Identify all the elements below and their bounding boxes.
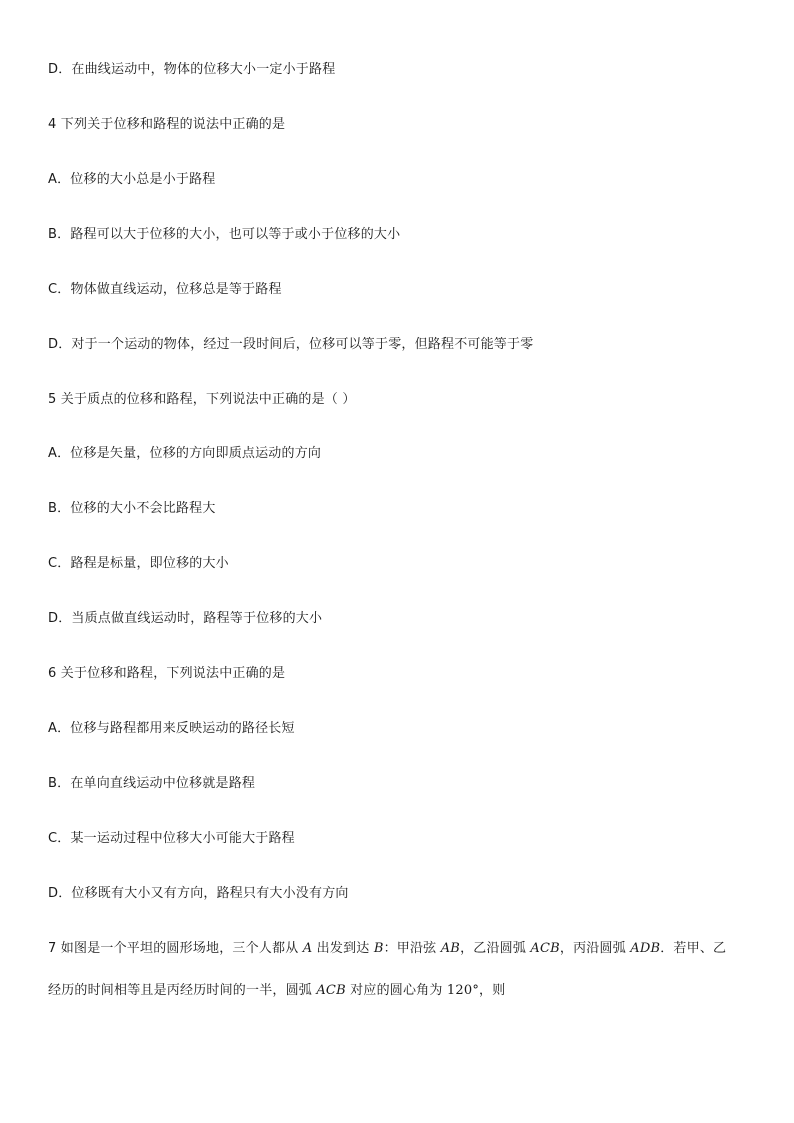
q7-text: ，乙沿圆弧 xyxy=(460,941,531,956)
q4-option-b: B．路程可以大于位移的大小，也可以等于或小于位移的大小 xyxy=(48,227,401,242)
q7-text: 经历的时间相等且是丙经历时间的一半，圆弧 xyxy=(48,983,317,998)
q7-text: 出发到达 xyxy=(312,941,374,956)
q4-option-a: A．位移的大小总是小于路程 xyxy=(48,172,216,187)
q7-text: ，则 xyxy=(479,983,506,998)
q7-chord-ab: AB xyxy=(440,941,461,956)
q5-stem: 5 关于质点的位移和路程，下列说法中正确的是（ ） xyxy=(48,392,356,407)
q7-point-b: B xyxy=(373,941,384,956)
q5-option-a: A．位移是矢量，位移的方向即质点运动的方向 xyxy=(48,446,322,461)
q6-option-b: B．在单向直线运动中位移就是路程 xyxy=(48,776,256,791)
q6-option-c: C．某一运动过程中位移大小可能大于路程 xyxy=(48,831,295,846)
q5-option-c: C．路程是标量，即位移的大小 xyxy=(48,556,229,571)
q3-option-d: D．在曲线运动中，物体的位移大小一定小于路程 xyxy=(48,62,336,77)
q7-arc-acb: ACB xyxy=(316,983,346,998)
q6-option-a: A．位移与路程都用来反映运动的路径长短 xyxy=(48,721,295,736)
q5-option-d: D．当质点做直线运动时，路程等于位移的大小 xyxy=(48,611,323,626)
q7-angle: 120° xyxy=(446,983,480,998)
q7-stem-line2 xyxy=(48,981,748,1001)
q4-option-c: C．物体做直线运动，位移总是等于路程 xyxy=(48,282,282,297)
q7-text: 7 如图是一个平坦的圆形场地，三个人都从 xyxy=(48,941,303,956)
q7-text: 对应的圆心角为 xyxy=(345,983,447,998)
q7-arc-adb: ADB xyxy=(630,941,661,956)
q4-stem: 4 下列关于位移和路程的说法中正确的是 xyxy=(48,117,286,132)
q6-option-d: D．位移既有大小又有方向，路程只有大小没有方向 xyxy=(48,886,349,901)
q6-stem: 6 关于位移和路程，下列说法中正确的是 xyxy=(48,666,286,681)
q7-point-a: A xyxy=(302,941,313,956)
q7-text: ：甲沿弦 xyxy=(383,941,441,956)
q7-text: ，丙沿圆弧 xyxy=(559,941,631,956)
q7-stem-line1 xyxy=(48,939,748,959)
q5-option-b: B．位移的大小不会比路程大 xyxy=(48,501,216,516)
q7-arc-acb: ACB xyxy=(530,941,560,956)
q4-option-d: D．对于一个运动的物体，经过一段时间后，位移可以等于零，但路程不可能等于零 xyxy=(48,337,534,352)
q7-text: ．若甲、乙 xyxy=(660,941,727,956)
